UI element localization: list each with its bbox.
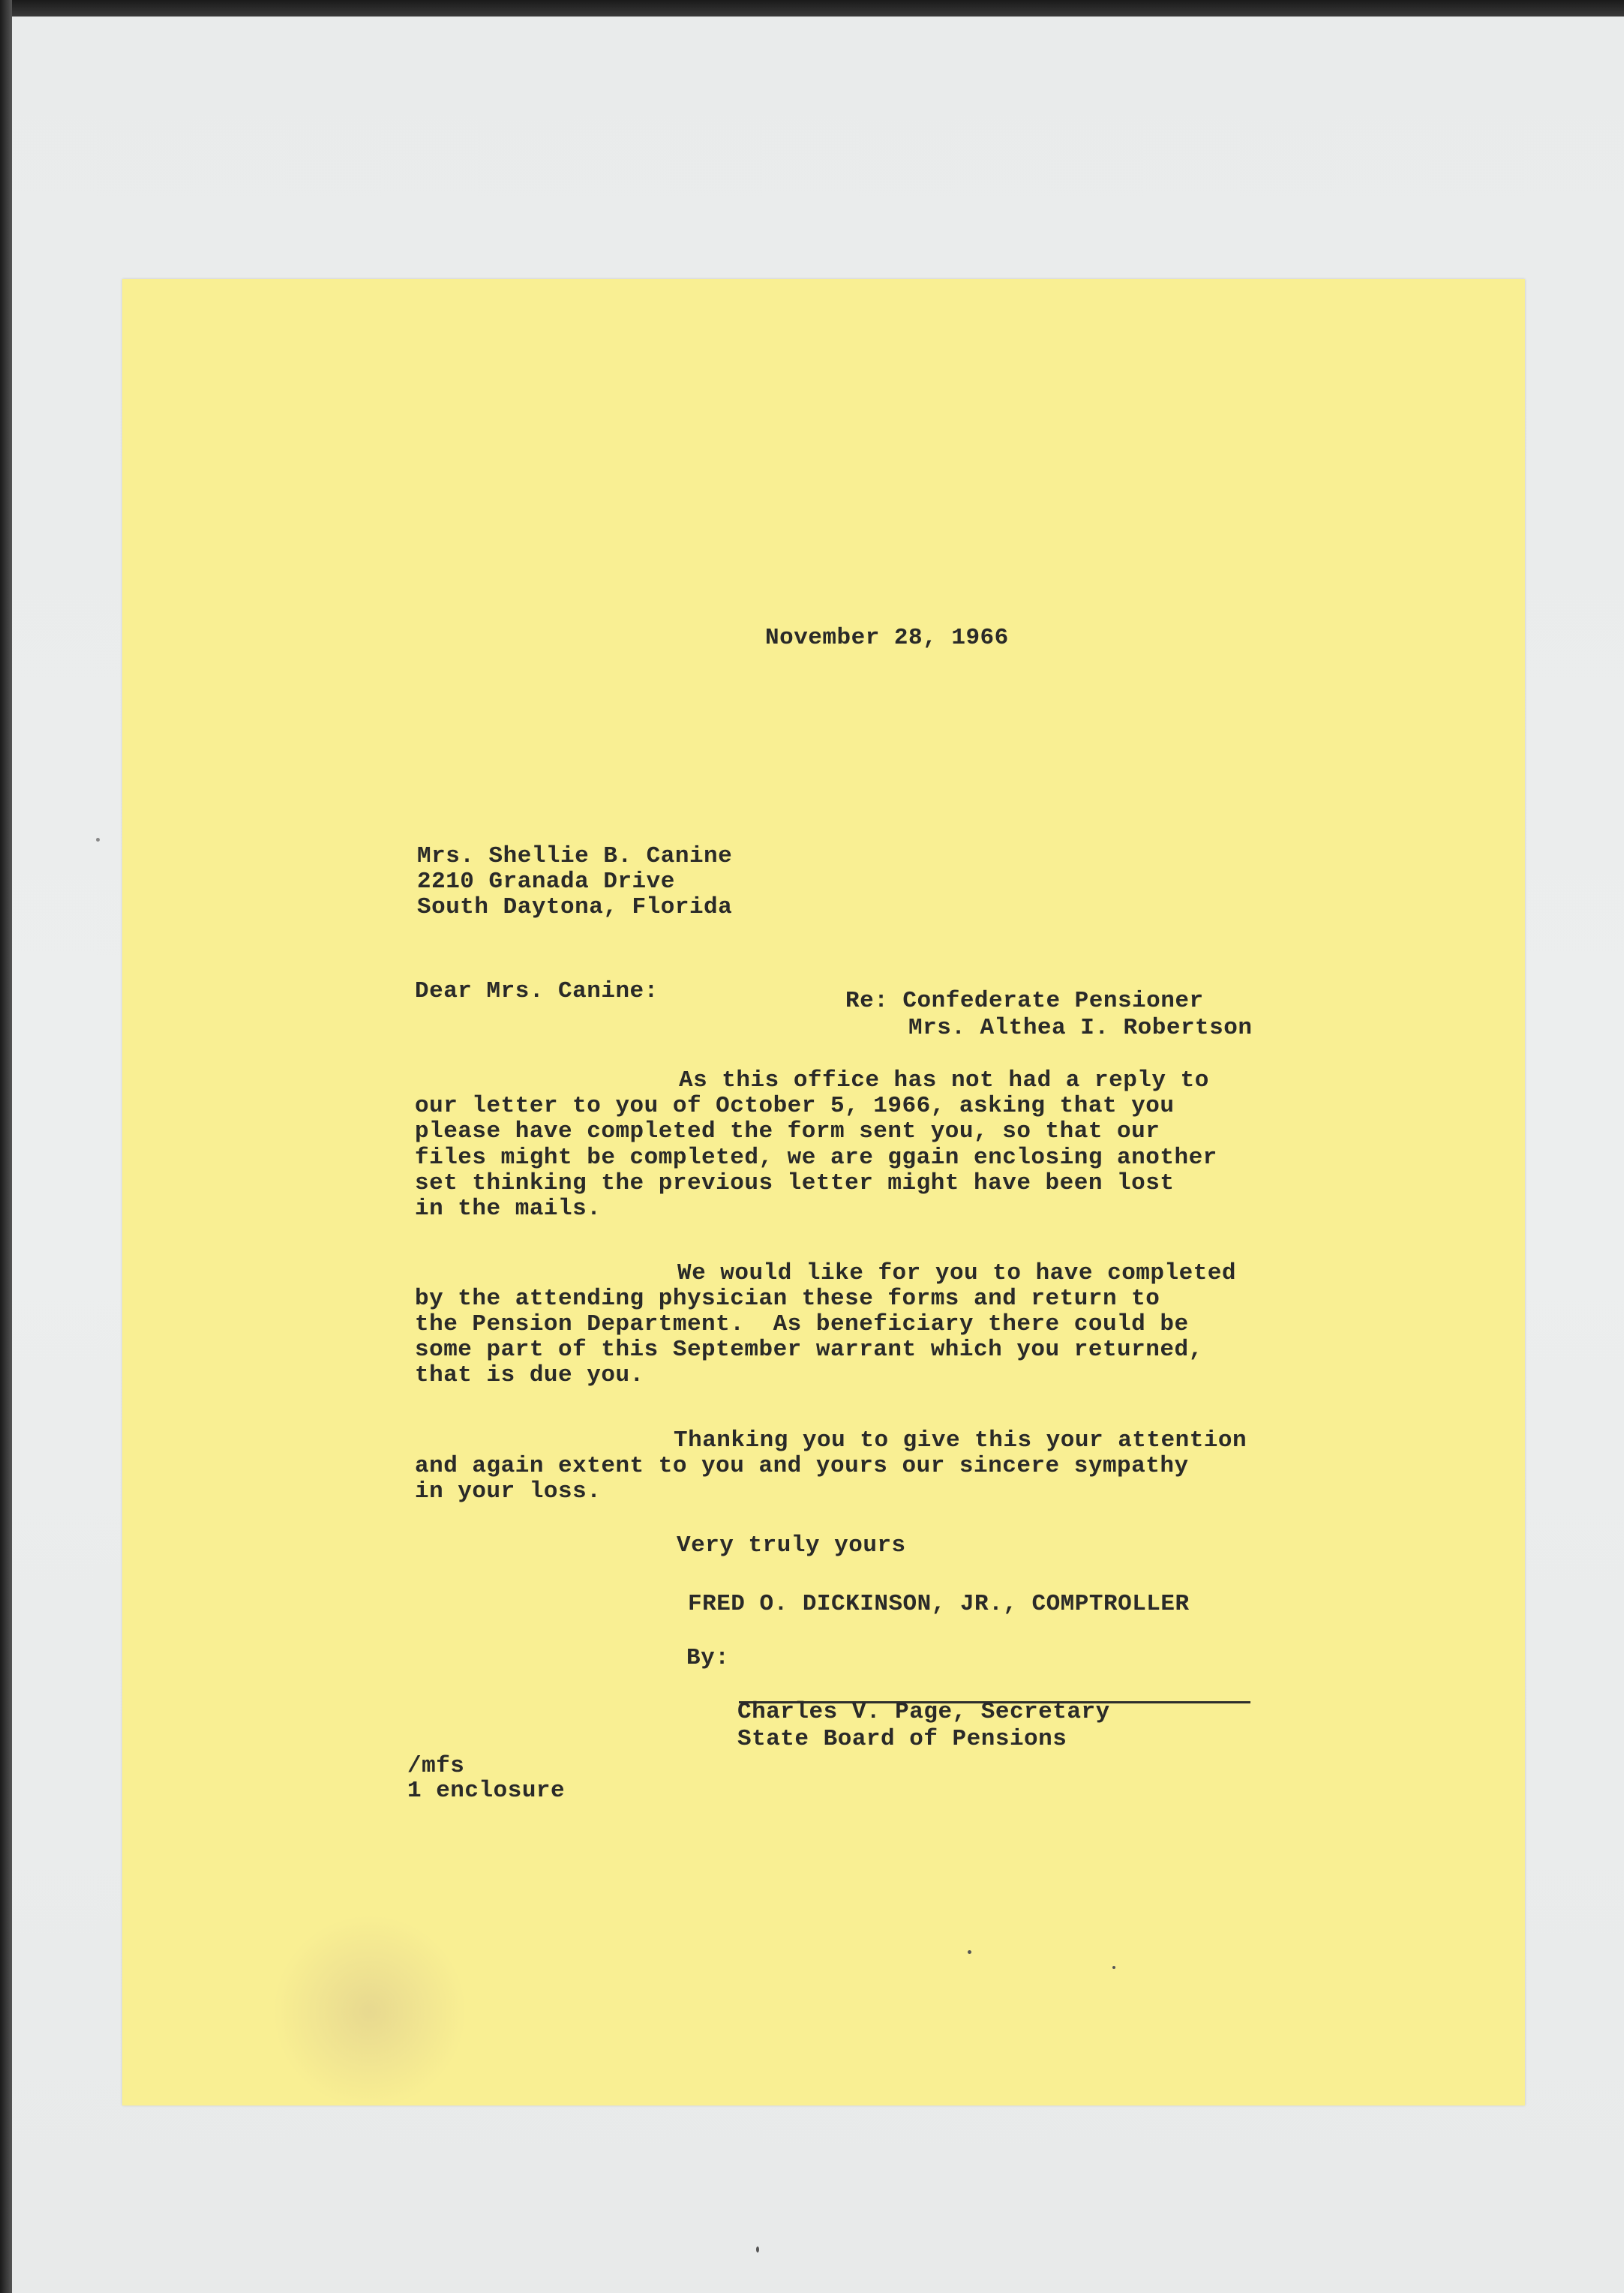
paragraph-1-line-1: As this office has not had a reply to bbox=[679, 1067, 1209, 1094]
paragraph-1-line-6: in the mails. bbox=[415, 1196, 602, 1222]
paragraph-2-line-2: by the attending physician these forms and return to bbox=[415, 1286, 1160, 1312]
scanner-frame-left bbox=[0, 0, 12, 2293]
paragraph-1-line-5: set thinking the previous letter might have been lost bbox=[415, 1170, 1175, 1196]
signer-title: State Board of Pensions bbox=[737, 1726, 1067, 1752]
recipient-city: South Daytona, Florida bbox=[417, 894, 733, 920]
speck bbox=[1112, 1966, 1115, 1969]
letter-date: November 28, 1966 bbox=[765, 625, 1009, 651]
paragraph-3-line-3: in your loss. bbox=[415, 1478, 602, 1505]
enclosure-note: 1 enclosure bbox=[407, 1778, 566, 1804]
paragraph-1-line-4: files might be completed, we are ggain enclosing another bbox=[415, 1145, 1217, 1171]
paragraph-3-line-1: Thanking you to give this your attention bbox=[674, 1427, 1247, 1454]
paragraph-2-line-5: that is due you. bbox=[415, 1362, 644, 1388]
signer-name: Charles V. Page, Secretary bbox=[737, 1699, 1110, 1725]
speck bbox=[96, 838, 100, 842]
scanner-frame-top bbox=[0, 0, 1624, 17]
by-label: By: bbox=[686, 1645, 730, 1671]
paragraph-2-line-1: We would like for you to have completed bbox=[677, 1260, 1237, 1286]
speck bbox=[756, 2246, 759, 2252]
recipient-name: Mrs. Shellie B. Canine bbox=[417, 843, 733, 869]
recipient-street: 2210 Granada Drive bbox=[417, 869, 675, 895]
paper-stain bbox=[272, 1914, 467, 2109]
re-line-2: Mrs. Althea I. Robertson bbox=[908, 1015, 1253, 1041]
paragraph-1-line-2: our letter to you of October 5, 1966, asking that you bbox=[415, 1093, 1175, 1119]
typist-initials: /mfs bbox=[407, 1753, 465, 1779]
paragraph-2-line-4: some part of this September warrant which you returned, bbox=[415, 1337, 1203, 1363]
signatory-org: FRED O. DICKINSON, JR., COMPTROLLER bbox=[688, 1591, 1190, 1617]
paragraph-2-line-3: the Pension Department. As beneficiary there could be bbox=[415, 1311, 1189, 1337]
salutation: Dear Mrs. Canine: bbox=[415, 978, 659, 1004]
paragraph-1-line-3: please have completed the form sent you, so that our bbox=[415, 1118, 1160, 1145]
re-line-1: Re: Confederate Pensioner bbox=[845, 988, 1204, 1014]
paragraph-3-line-2: and again extent to you and yours our sincere sympathy bbox=[415, 1453, 1189, 1479]
closing: Very truly yours bbox=[677, 1532, 906, 1559]
speck bbox=[968, 1950, 971, 1954]
